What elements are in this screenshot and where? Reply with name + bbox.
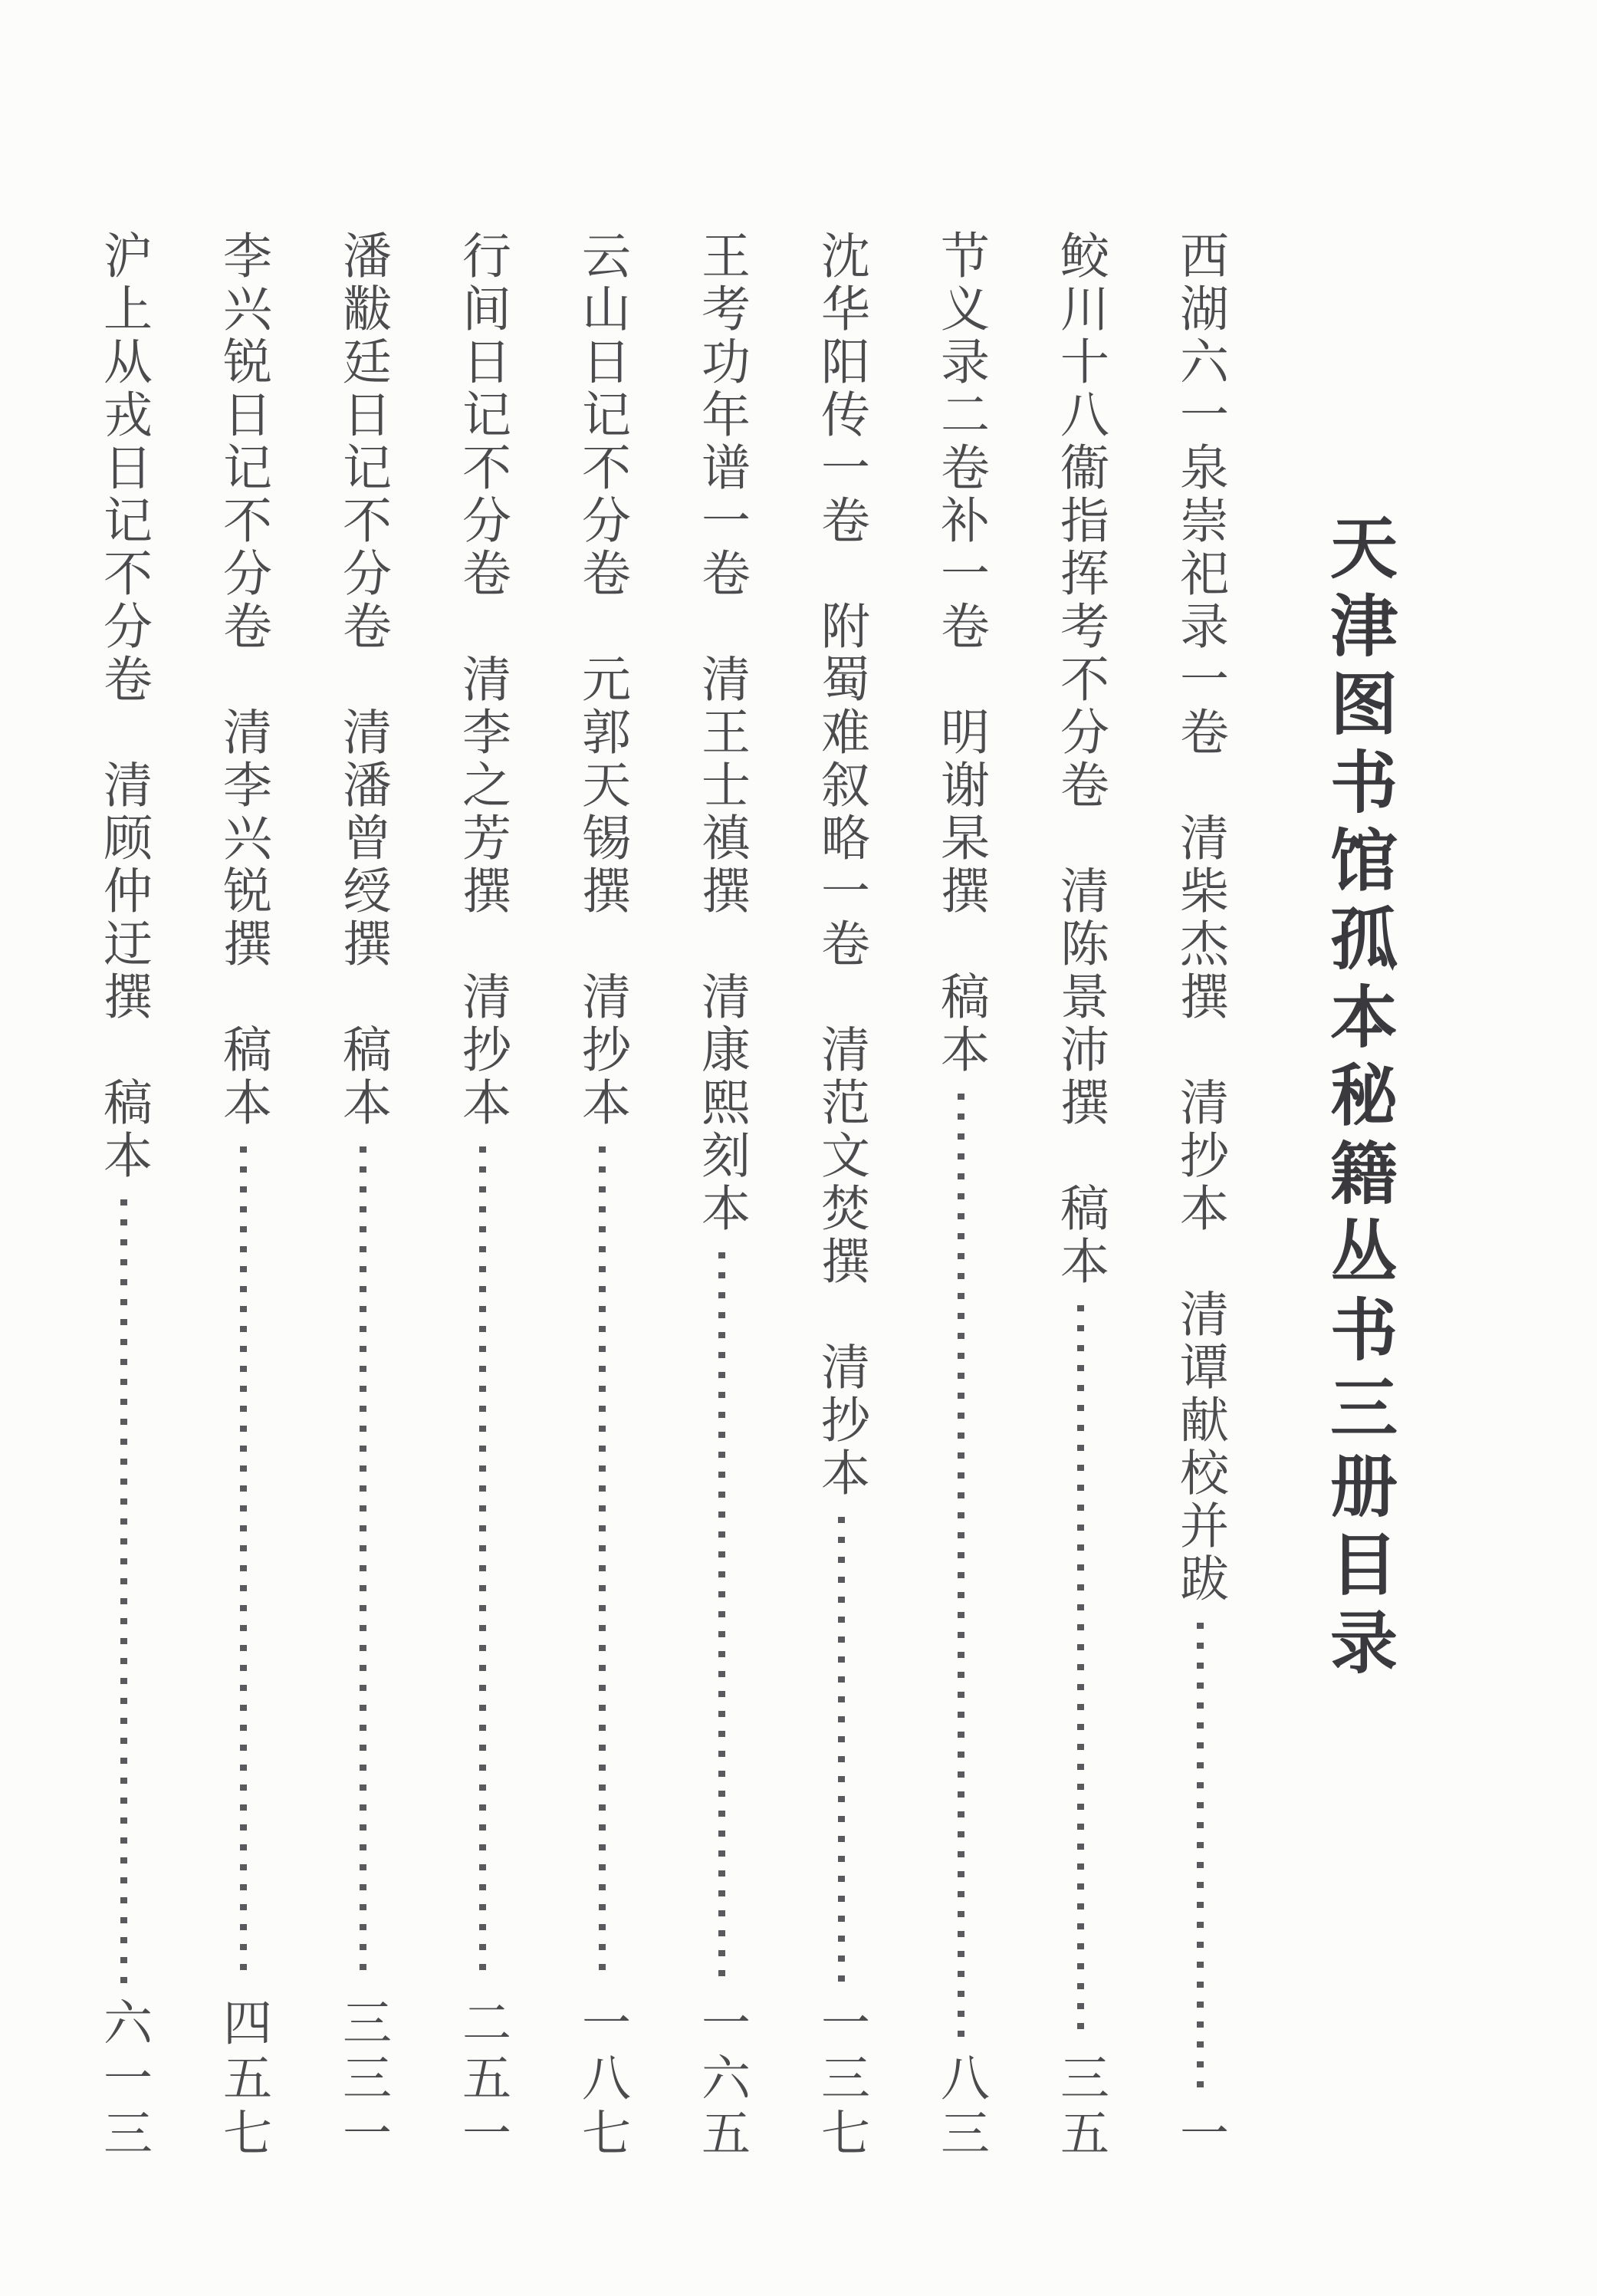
dot-leader xyxy=(479,1146,486,1983)
entry-text: 沪上从戎日记不分卷 清顾仲迂撰 稿本 xyxy=(97,230,151,1183)
dot-leader xyxy=(1197,1623,1204,2094)
entry-text: 鲛川十八衞指挥考不分卷 清陈景沛撰 稿本 xyxy=(1053,230,1108,1288)
toc-content xyxy=(39,230,1405,2163)
dot-leader xyxy=(958,1094,964,2038)
entry-text: 潘黻廷日记不分卷 清潘曾绶撰 稿本 xyxy=(336,230,390,1130)
dot-leader xyxy=(838,1517,845,1983)
entry-page-number: 一 xyxy=(1173,2107,1227,2163)
entry-page-number: 一三七 xyxy=(814,1997,869,2163)
dot-leader xyxy=(120,1199,127,1983)
toc-entry xyxy=(1165,230,1235,2163)
dot-leader xyxy=(599,1146,606,1983)
entry-text: 沈华阳传一卷 附蜀难叙略一卷 清范文焚撰 清抄本 xyxy=(814,230,869,1500)
dot-leader xyxy=(1077,1305,1084,2038)
entry-page-number: 一六五 xyxy=(695,1997,749,2163)
toc-entry xyxy=(925,230,996,2163)
entry-page-number: 八三 xyxy=(934,2052,988,2163)
entry-text: 王考功年谱一卷 清王士禛撰 清康熙刻本 xyxy=(695,230,749,1235)
entry-page-number: 六一三 xyxy=(97,1997,151,2163)
entry-page-number: 三三一 xyxy=(336,1997,390,2163)
dot-leader xyxy=(718,1252,725,1983)
entry-text: 云山日记不分卷 元郭天锡撰 清抄本 xyxy=(575,230,629,1130)
toc-entry xyxy=(327,230,398,2163)
dot-leader xyxy=(240,1146,247,1983)
entry-text: 西湖六一泉崇祀录一卷 清柴杰撰 清抄本 清谭献校并跋 xyxy=(1173,230,1227,1606)
page-title: 天津图书馆孤本秘籍丛书三册目录 xyxy=(1320,512,1395,1686)
dot-leader xyxy=(360,1146,366,1983)
entry-text: 行间日记不分卷 清李之芳撰 清抄本 xyxy=(455,230,510,1130)
entry-page-number: 三五 xyxy=(1053,2052,1108,2163)
toc-entry xyxy=(447,230,518,2163)
entry-page-number: 四五七 xyxy=(216,1997,271,2163)
toc-entry xyxy=(1045,230,1116,2163)
toc-entry xyxy=(208,230,278,2163)
entry-page-number: 一八七 xyxy=(575,1997,629,2163)
toc-entry xyxy=(567,230,637,2163)
entry-text: 李兴锐日记不分卷 清李兴锐撰 稿本 xyxy=(216,230,271,1130)
toc-entry xyxy=(686,230,757,2163)
entry-page-number: 二五一 xyxy=(455,1997,510,2163)
toc-entry xyxy=(806,230,876,2163)
toc-entry xyxy=(88,230,159,2163)
entry-text: 节义录二卷补一卷 明谢杲撰 稿本 xyxy=(934,230,988,1077)
